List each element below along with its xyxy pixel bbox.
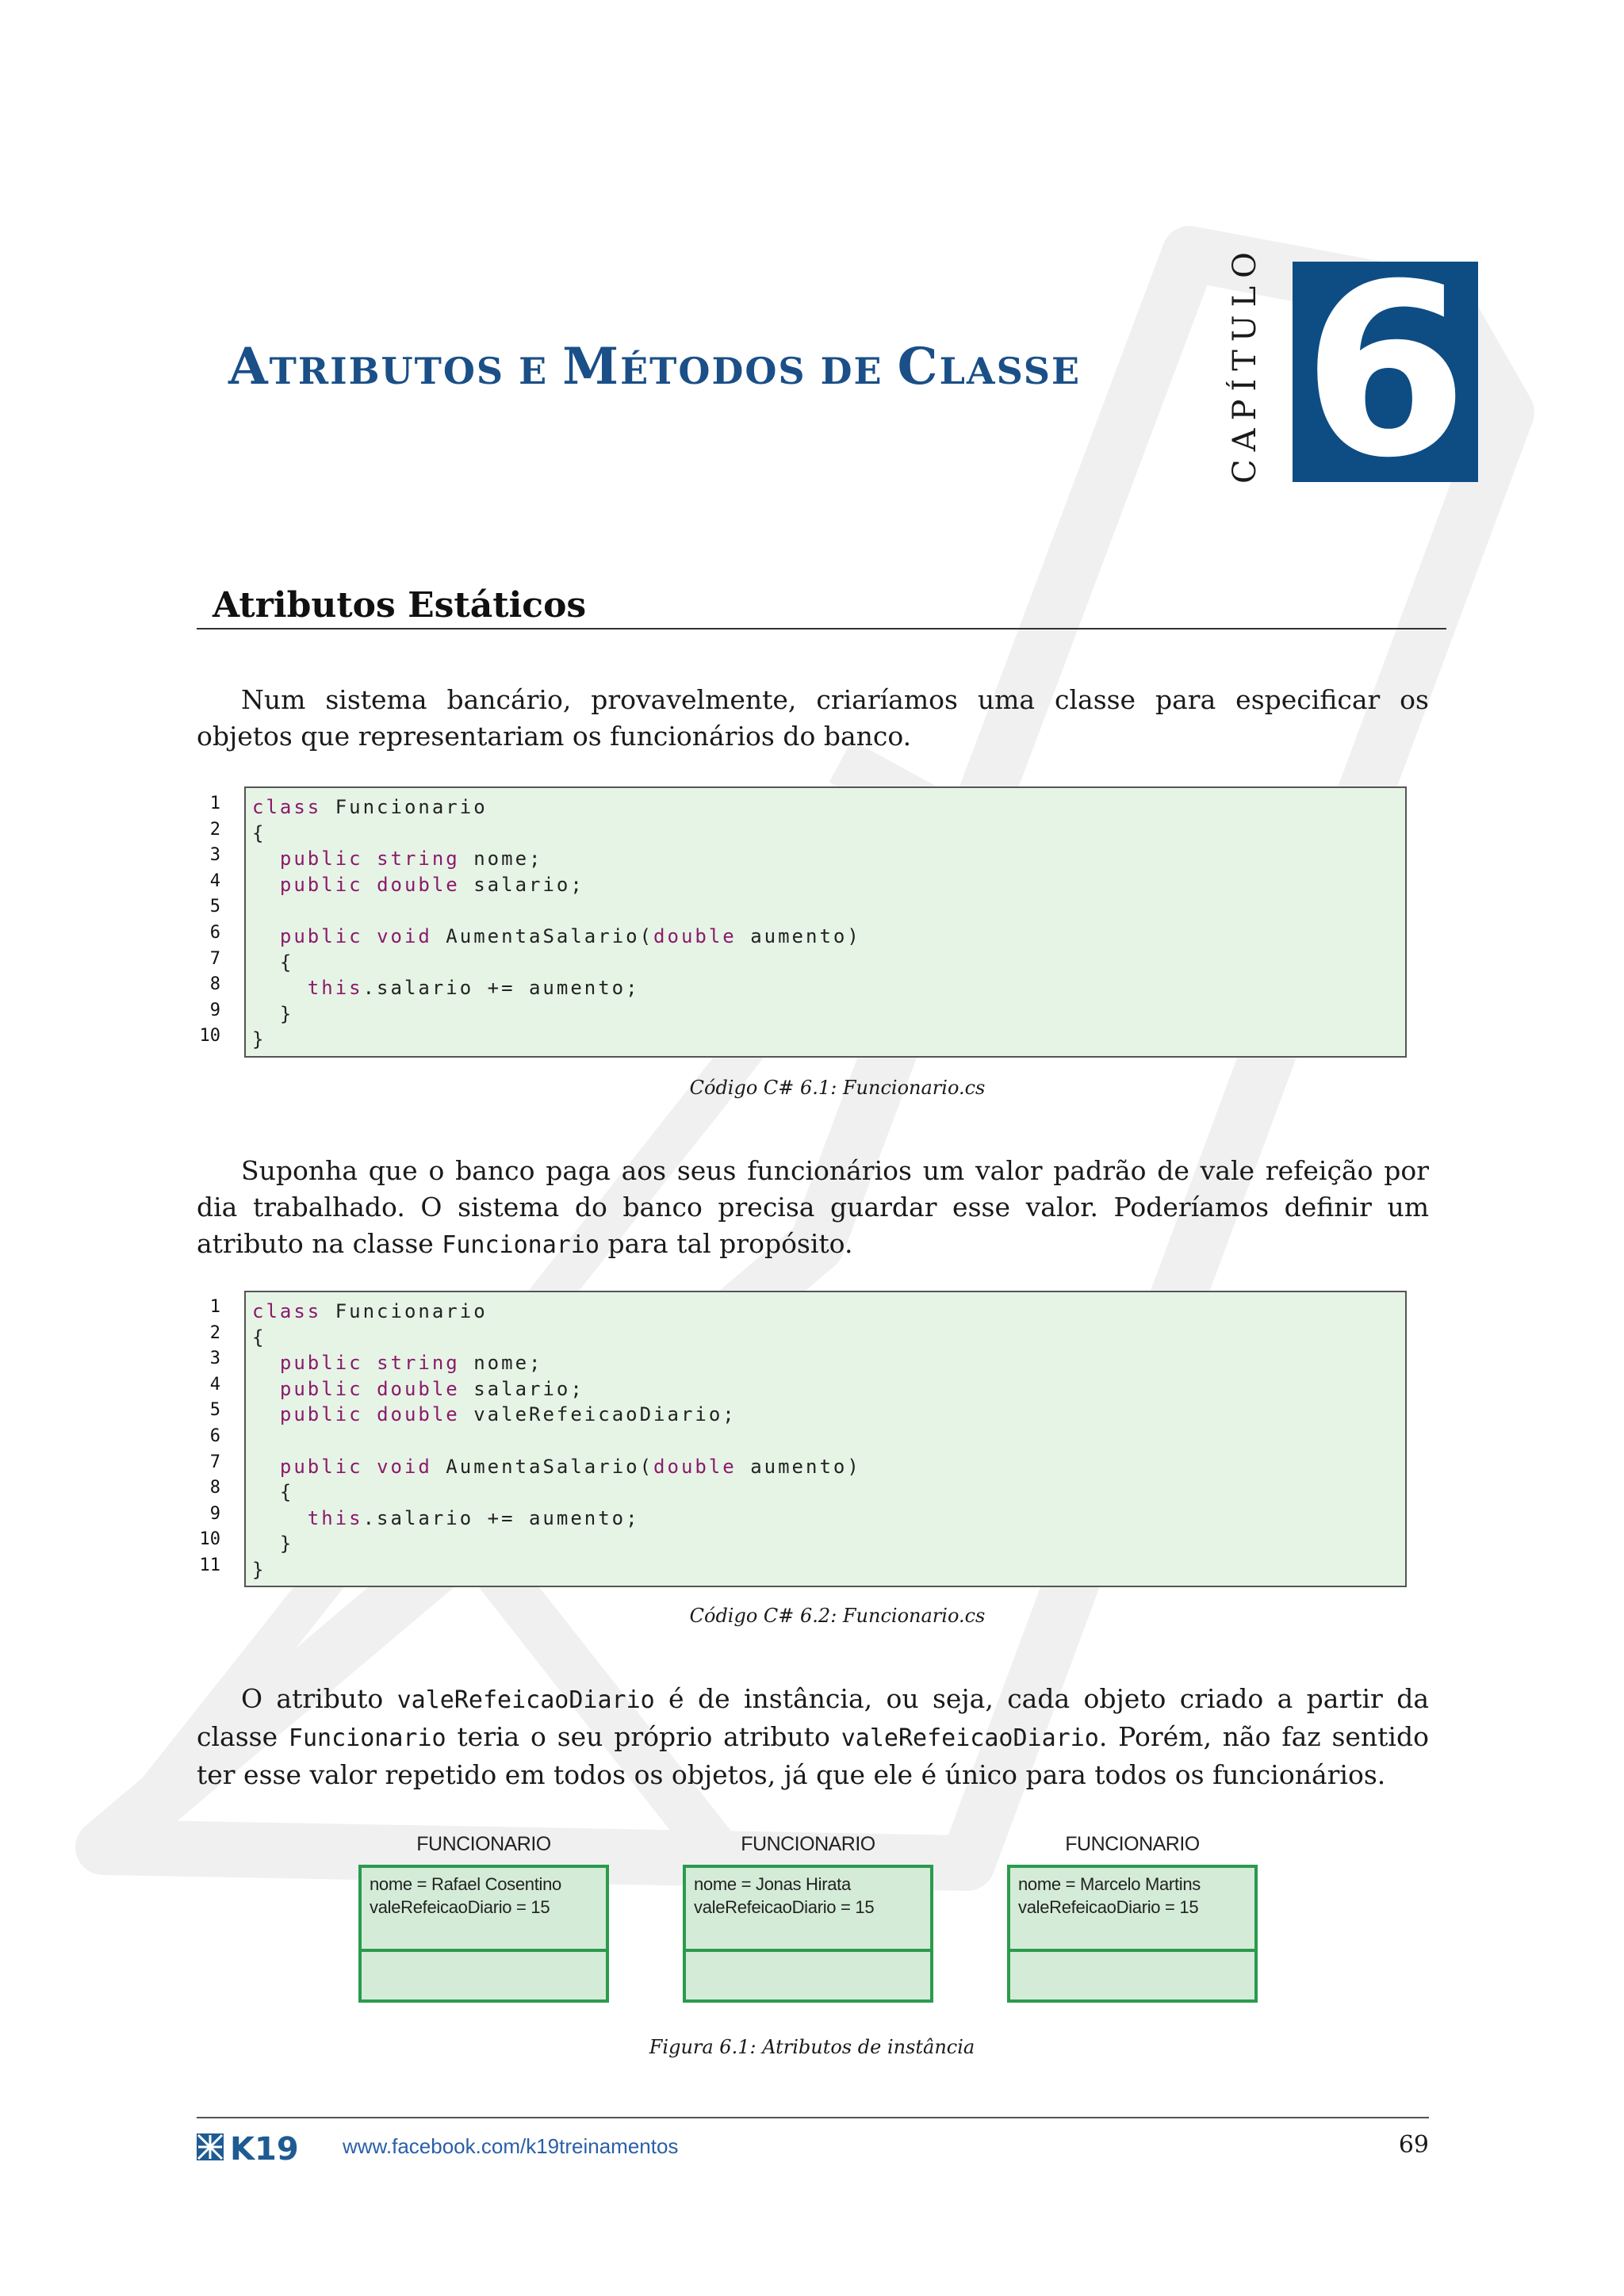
listing1-caption: Código C# 6.1: Funcionario.cs: [689, 1077, 986, 1099]
svg-text:K19: K19: [230, 2131, 299, 2163]
code-line: }: [252, 1028, 266, 1051]
listing2-line-numbers: 1 2 3 4 5 6 7 8 9 10 11: [199, 1297, 220, 1575]
listing1-line-numbers: 1 2 3 4 5 6 7 8 9 10: [199, 794, 220, 1047]
k19-logo-icon: [197, 2131, 324, 2163]
paragraph-intro: Num sistema bancário, provavelmente, criaríamos uma classe para especificar os objetos que representariam os funcionários do banco.: [197, 684, 1429, 752]
code-line: public void AumentaSalario(double aumento): [279, 1455, 861, 1478]
code-line: {: [279, 1481, 294, 1504]
code-line: this.salario += aumento;: [307, 1506, 640, 1529]
footer-url-link[interactable]: www.facebook.com/k19treinamentos: [343, 2134, 679, 2158]
page-number: 69: [1398, 2131, 1429, 2159]
code-line: public double salario;: [279, 1377, 584, 1400]
figure-caption: Figura 6.1: Atributos de instância: [649, 2036, 975, 2058]
code-line: [252, 897, 1405, 924]
uml-object-title: FUNCIONARIO: [741, 1833, 875, 1855]
code-line: [252, 1428, 1405, 1454]
code-line: public void AumentaSalario(double aumento): [279, 924, 861, 947]
listing2-caption: Código C# 6.2: Funcionario.cs: [689, 1605, 986, 1627]
uml-attributes: nome = Jonas Hirata valeRefeicaoDiario = 15: [686, 1868, 930, 1952]
uml-attributes: nome = Rafael Cosentino valeRefeicaoDiario = 15: [362, 1868, 606, 1952]
section-divider: [197, 628, 1446, 629]
k19-logo: [197, 2131, 324, 2166]
chapter-label: CAPÍTULO: [1227, 244, 1263, 484]
uml-object-title: FUNCIONARIO: [416, 1833, 551, 1855]
chapter-number: 6: [1293, 262, 1478, 482]
section-title: Atributos Estáticos: [213, 585, 587, 626]
code-line: }: [279, 1002, 294, 1025]
code-line: {: [252, 821, 266, 844]
paragraph-vale: Suponha que o banco paga aos seus funcionários um valor padrão de vale refeição por dia trabalhado. O sistema do banco precisa guardar esse valor. Poderíamos definir um atributo na classe Funcionario para tal propósito.: [197, 1155, 1429, 1259]
code-line: class Funcionario: [252, 1300, 488, 1322]
code-line: }: [252, 1558, 266, 1581]
code-line: }: [279, 1533, 294, 1556]
uml-object-title: FUNCIONARIO: [1065, 1833, 1200, 1855]
uml-object-box: [1007, 1865, 1258, 2003]
uml-object-box: [683, 1865, 933, 2003]
code-listing-2: [244, 1291, 1407, 1587]
chapter-title: ATRIBUTOS E MÉTODOS DE CLASSE: [228, 337, 1082, 396]
code-line: {: [279, 951, 294, 974]
code-line: public string nome;: [279, 848, 543, 871]
footer-divider: [197, 2117, 1429, 2118]
code-line: public string nome;: [279, 1352, 543, 1375]
code-line: {: [252, 1326, 266, 1349]
code-line: public double valeRefeicaoDiario;: [279, 1403, 737, 1426]
paragraph-instance: O atributo valeRefeicaoDiario é de instância, ou seja, cada objeto criado a partir da classe Funcionario teria o seu próprio atributo valeRefeicaoDiario. Porém, não faz sentido ter esse valor repetido em todos os objetos, já que ele é único para todos os funcionários.: [197, 1683, 1430, 1790]
code-listing-1: [244, 786, 1407, 1058]
code-line: class Funcionario: [252, 796, 488, 818]
uml-object-box: [358, 1865, 609, 2003]
code-line: public double salario;: [279, 873, 584, 896]
code-line: this.salario += aumento;: [307, 977, 640, 1000]
uml-attributes: nome = Marcelo Martins valeRefeicaoDiario = 15: [1010, 1868, 1254, 1952]
